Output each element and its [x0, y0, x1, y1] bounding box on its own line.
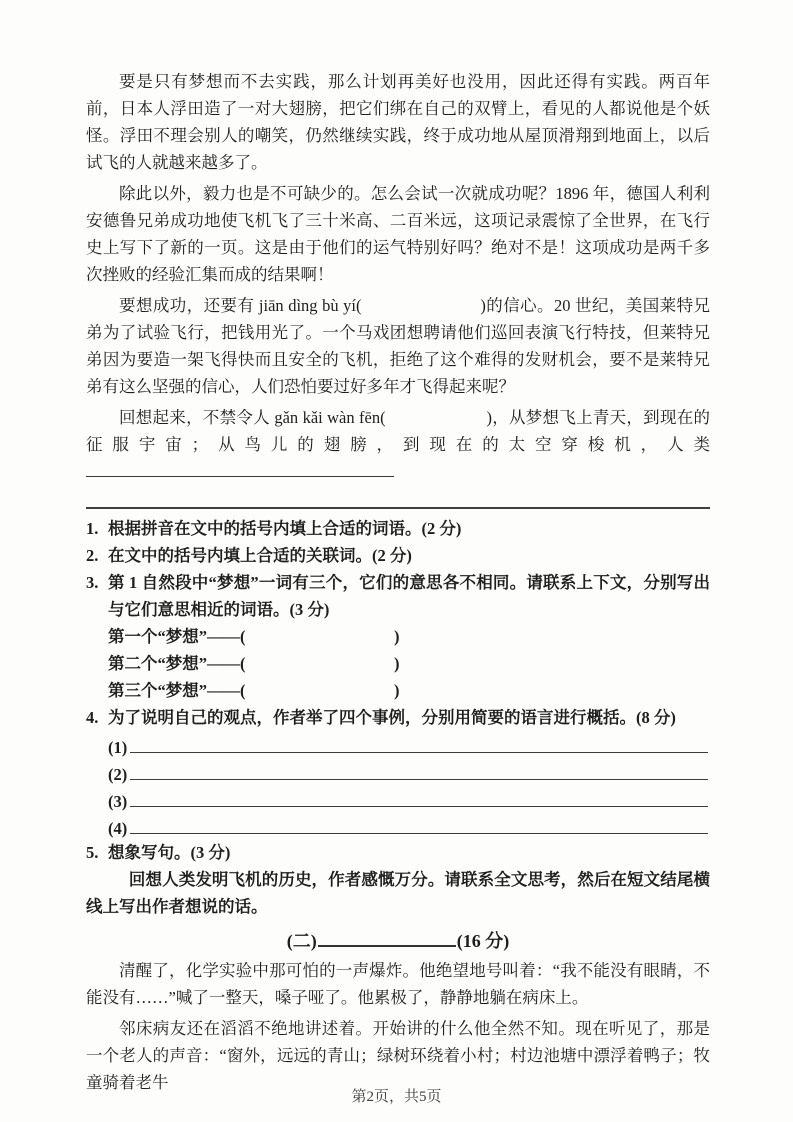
question-3-blank-3: 第三个“梦想”——( ) — [108, 681, 400, 700]
question-3-blank-1: 第一个“梦想”——( ) — [108, 627, 400, 646]
passage1-paragraph-1: 要是只有梦想而不去实践，那么计划再美好也没用，因此还得有实践。两百年前，日本人浮田造了一对大翅膀，把它们绑在自己的双臂上，看见的人都说他是个妖怪。浮田不理会别人的嘲笑，仍然继续实践，终于成功地从屋顶滑翔到地面上，以后试飞的人就越来越多了。 — [86, 72, 710, 172]
question-2-text: 在文中的括号内填上合适的关联词。(2 分) — [108, 546, 412, 565]
question-4-number: 4. — [86, 708, 99, 727]
questions-section — [86, 515, 710, 920]
question-4-text: 为了说明自己的观点，作者举了四个事例，分别用简要的语言进行概括。(8 分) — [108, 708, 676, 727]
answer-label-2: (2) — [108, 765, 128, 784]
section-2-score: (16 分) — [456, 931, 510, 951]
question-3 — [86, 569, 710, 623]
question-1-number: 1. — [86, 519, 99, 538]
question-1 — [86, 515, 710, 542]
fill-in-blank-line — [86, 463, 394, 477]
question-4-answer-row-1 — [86, 731, 710, 758]
answer-label-1: (1) — [108, 738, 128, 757]
page-number: 第2页，共5页 — [351, 1089, 442, 1105]
answer-label-3: (3) — [108, 792, 128, 811]
question-3-text: 第 1 自然段中“梦想”一词有三个，它们的意思各不相同。请联系上下文，分别写出与它们意思相近的词语。(3 分) — [108, 573, 710, 619]
fill-in-blank-rule — [86, 485, 710, 509]
answer-label-4: (4) — [108, 819, 128, 838]
passage1-paragraph-3: 要想成功，还要有 jiān dìng bù yí( )的信心。20 世纪，美国莱特兄弟为了试验飞行，把钱用光了。一个马戏团想聘请他们巡回表演飞行特技，但莱特兄弟因为要造一架飞得快而且安全的飞机，拒绝了这个难得的发财机会，要不是莱特兄弟有这么坚强的信心，人们恐怕要过好多年才飞得起来呢？ — [86, 296, 710, 396]
question-5-instructions: 回想人类发明飞机的历史，作者感慨万分。请联系全文思考，然后在短文结尾横线上写出作者想说的话。 — [86, 870, 710, 916]
section-2-title-blank — [318, 932, 456, 947]
question-2-number: 2. — [86, 546, 99, 565]
section-2-heading — [86, 925, 710, 957]
passage1-paragraph-4-text: 回想起来，不禁令人 gǎn kǎi wàn fēn( )，从梦想飞上青天，到现在的征服宇宙；从鸟儿的翅膀，到现在的太空穿梭机，人类 — [86, 408, 710, 454]
passage1-paragraph-2: 除此以外，毅力也是不可缺少的。怎么会试一次就成功呢？1896 年，德国人利利安德鲁兄弟成功地使飞机飞了三十米高、二百米远，这项记录震惊了全世界，在飞行史上写下了新的一页。这是由于他们的运气特别好吗？绝对不是！这项成功是两千多次挫败的经验汇集而成的结果啊！ — [86, 184, 710, 284]
reading-passage-2 — [86, 957, 710, 1096]
answer-blank-line-1 — [130, 752, 708, 753]
question-5-number: 5. — [86, 843, 99, 862]
question-5 — [86, 839, 710, 866]
answer-blank-line-4 — [130, 833, 708, 834]
question-4-answer-row-2 — [86, 758, 710, 785]
passage2-paragraph-1: 清醒了，化学实验中那可怕的一声爆炸。他绝望地号叫着：“我不能没有眼睛，不能没有……”喊了一整天，嗓子哑了。他累极了，静静地躺在病床上。 — [86, 961, 710, 1007]
question-3-number: 3. — [86, 573, 99, 592]
page-content — [86, 68, 710, 1100]
question-4-answer-row-4 — [86, 812, 710, 839]
question-2 — [86, 542, 710, 569]
answer-blank-line-3 — [130, 806, 708, 807]
reading-passage-1 — [86, 68, 710, 509]
question-4 — [86, 704, 710, 731]
question-5-text: 想象写句。(3 分) — [108, 843, 231, 862]
passage2-paragraph-2: 邻床病友还在滔滔不绝地讲述着。开始讲的什么他全然不知。现在听见了，那是一个老人的声音：“窗外，远远的青山；绿树环绕着小村；村边池塘中漂浮着鸭子；牧童骑着老牛 — [86, 1019, 710, 1092]
question-1-text: 根据拼音在文中的括号内填上合适的词语。(2 分) — [108, 519, 462, 538]
question-4-answer-row-3 — [86, 785, 710, 812]
question-3-blank-2: 第二个“梦想”——( ) — [108, 654, 400, 673]
passage1-paragraph-4 — [86, 404, 710, 485]
section-2-label: (二) — [286, 931, 317, 951]
answer-blank-line-2 — [130, 779, 708, 780]
